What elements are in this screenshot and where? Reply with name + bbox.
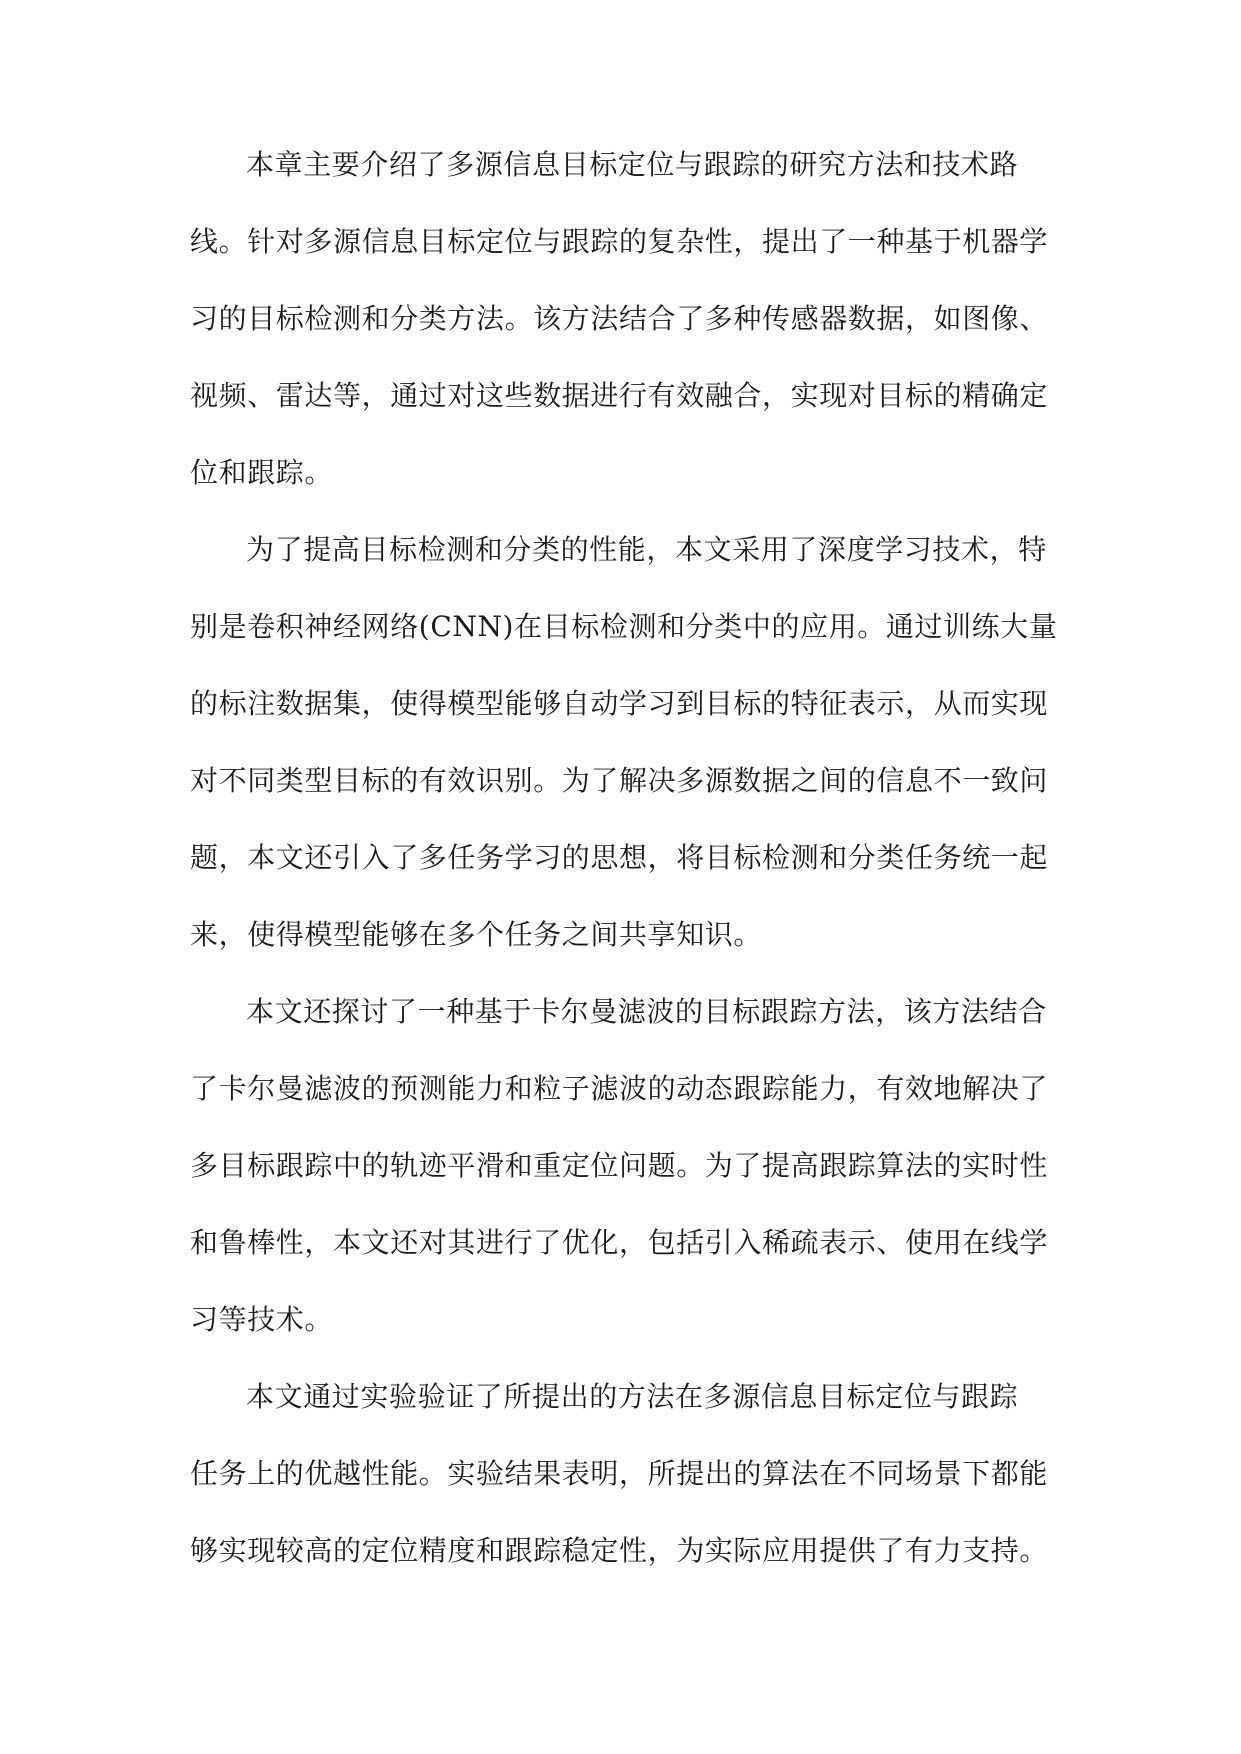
text-line: 多目标跟踪中的轨迹平滑和重定位问题。为了提高跟踪算法的实时性 bbox=[190, 1149, 1049, 1182]
paragraph-3 bbox=[190, 993, 1062, 1378]
text-line: 对不同类型目标的有效识别。为了解决多源数据之间的信息不一致问 bbox=[190, 764, 1049, 797]
text-line: 位和跟踪。 bbox=[190, 456, 334, 489]
paragraph-1 bbox=[190, 146, 1062, 531]
document-body bbox=[190, 146, 1062, 1609]
paragraph-2 bbox=[190, 531, 1062, 993]
text-line: 来，使得模型能够在多个任务之间共享知识。 bbox=[190, 918, 763, 951]
text-line: 本文通过实验验证了所提出的方法在多源信息目标定位与跟踪 bbox=[246, 1380, 1019, 1413]
text-line: 为了提高目标检测和分类的性能，本文采用了深度学习技术，特 bbox=[246, 533, 1047, 566]
text-line: 任务上的优越性能。实验结果表明，所提出的算法在不同场景下都能 bbox=[190, 1457, 1049, 1490]
text-line: 习的目标检测和分类方法。该方法结合了多种传感器数据，如图像、 bbox=[190, 302, 1049, 335]
text-line: 别是卷积神经网络(CNN)在目标检测和分类中的应用。通过训练大量 bbox=[190, 610, 1058, 643]
text-line: 本文还探讨了一种基于卡尔曼滤波的目标跟踪方法，该方法结合 bbox=[246, 995, 1047, 1028]
text-line: 了卡尔曼滤波的预测能力和粒子滤波的动态跟踪能力，有效地解决了 bbox=[190, 1072, 1049, 1105]
text-line: 线。针对多源信息目标定位与跟踪的复杂性，提出了一种基于机器学 bbox=[190, 225, 1049, 258]
text-line: 习等技术。 bbox=[190, 1303, 334, 1336]
text-line: 够实现较高的定位精度和跟踪稳定性，为实际应用提供了有力支持。 bbox=[190, 1534, 1049, 1567]
text-line: 本章主要介绍了多源信息目标定位与跟踪的研究方法和技术路 bbox=[246, 148, 1019, 181]
text-line: 题，本文还引入了多任务学习的思想，将目标检测和分类任务统一起 bbox=[190, 841, 1049, 874]
text-line: 和鲁棒性，本文还对其进行了优化，包括引入稀疏表示、使用在线学 bbox=[190, 1226, 1049, 1259]
text-line: 的标注数据集，使得模型能够自动学习到目标的特征表示，从而实现 bbox=[190, 687, 1049, 720]
text-line: 视频、雷达等，通过对这些数据进行有效融合，实现对目标的精确定 bbox=[190, 379, 1049, 412]
paragraph-4 bbox=[190, 1378, 1062, 1609]
